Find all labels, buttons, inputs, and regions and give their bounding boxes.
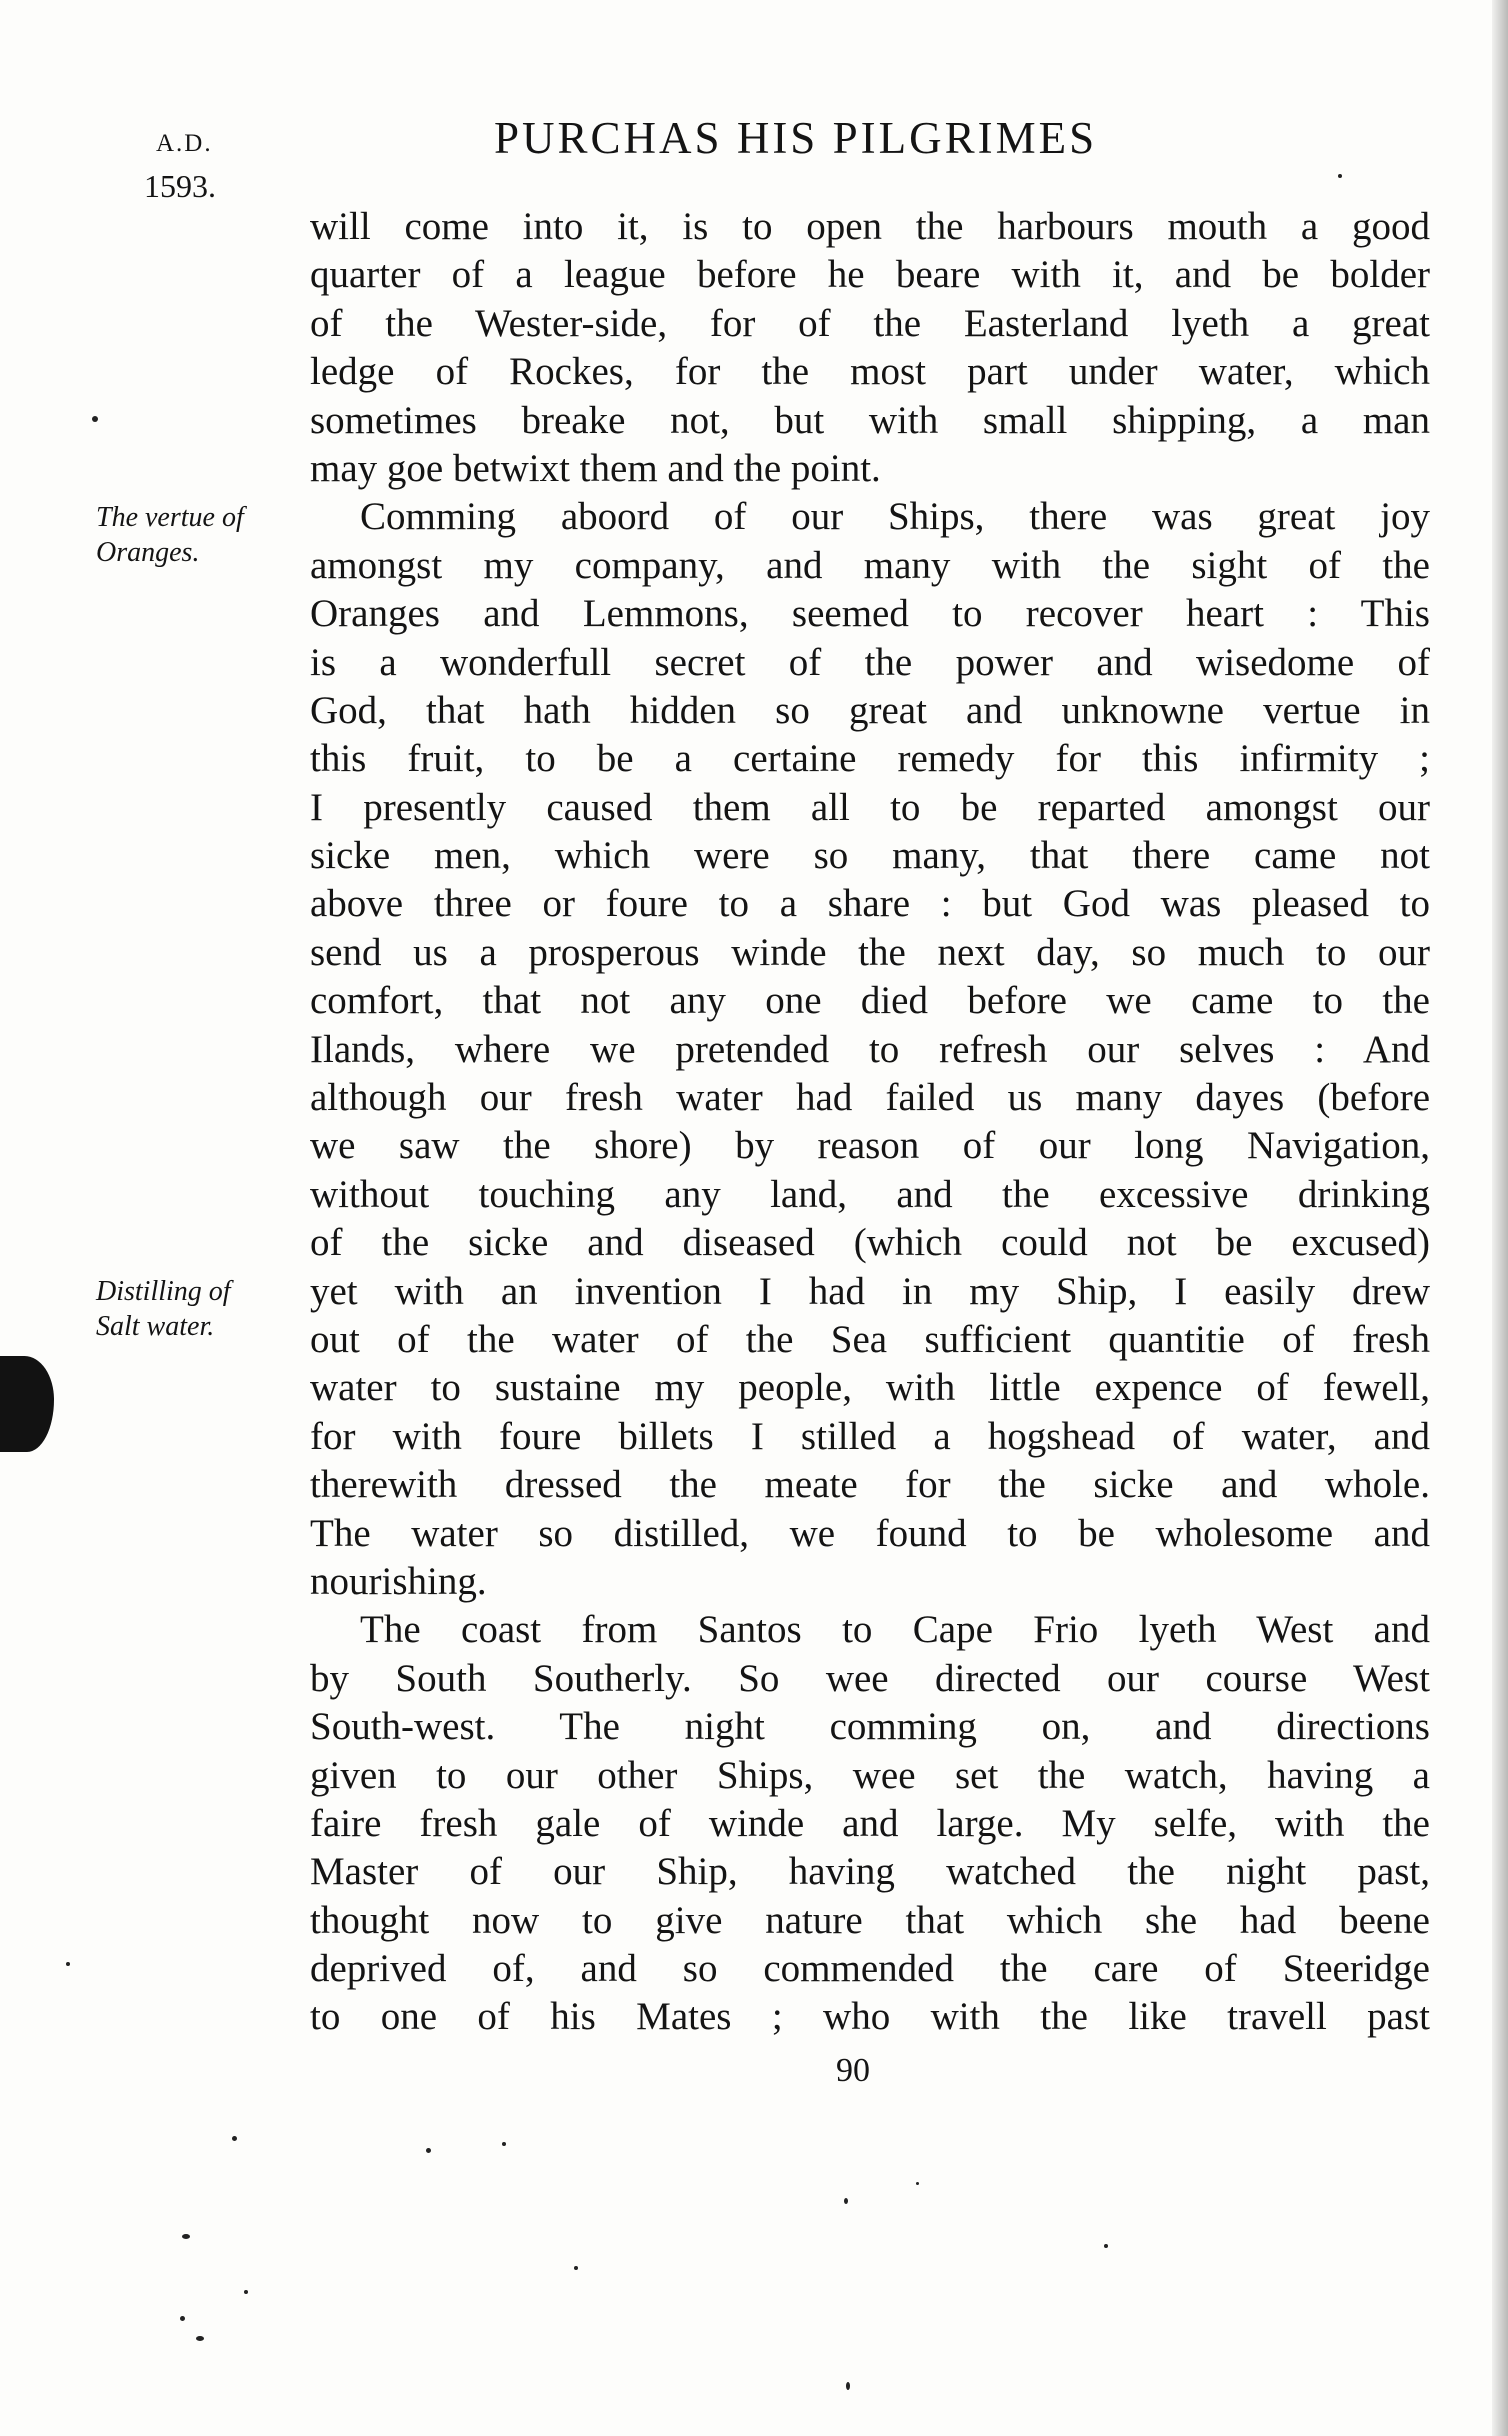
text-line: nourishing. <box>310 1559 487 1603</box>
text-line: I presently caused them all to be reparted amongst our <box>310 785 1430 829</box>
ink-speck <box>244 2290 248 2294</box>
text-line: sometimes breake not, but with small shipping, a man <box>310 398 1430 442</box>
text-line: thought now to give nature that which she had beene <box>310 1898 1430 1942</box>
text-line: Ilands, where we pretended to refresh our selves : And <box>310 1027 1430 1071</box>
text-line: faire fresh gale of winde and large. My selfe, with the <box>310 1801 1430 1845</box>
ink-speck <box>574 2266 578 2270</box>
ink-speck <box>1338 174 1342 178</box>
ink-speck <box>846 2382 850 2390</box>
ink-speck <box>916 2182 919 2185</box>
ink-speck <box>66 1962 70 1966</box>
text-line: deprived of, and so commended the care of Steeridge <box>310 1947 1430 1991</box>
text-line: for with foure billets I stilled a hogshead of water, and <box>310 1414 1430 1458</box>
text-line: out of the water of the Sea sufficient quantitie of fresh <box>310 1317 1430 1361</box>
text-line: given to our other Ships, wee set the watch, having a <box>310 1753 1430 1797</box>
text-line: Master of our Ship, having watched the night past, <box>310 1850 1430 1894</box>
sidenote-line: Distilling of <box>96 1276 231 1307</box>
text-line: sicke men, which were so many, that there came not <box>310 834 1430 878</box>
text-line: of the Wester-side, for of the Easterland lyeth a great <box>310 301 1430 345</box>
page-edge-shadow <box>1492 0 1508 2436</box>
text-line: without touching any land, and the excessive drinking <box>310 1172 1430 1216</box>
page-number: 90 <box>836 2052 870 2089</box>
sidenote-line: Oranges. <box>96 537 200 568</box>
ink-speck <box>844 2198 848 2204</box>
text-line: The coast from Santos to Cape Frio lyeth West and <box>360 1608 1430 1652</box>
text-line: water to sustaine my people, with little expence of fewell, <box>310 1366 1430 1410</box>
text-line: of the sicke and diseased (which could not be excused) <box>310 1221 1430 1265</box>
scan-thumb-blemish <box>0 1356 54 1452</box>
text-line: South-west. The night comming on, and directions <box>310 1705 1430 1749</box>
text-line: send us a prosperous winde the next day, so much to our <box>310 930 1430 974</box>
body-text <box>310 203 1430 2042</box>
ink-speck <box>232 2136 237 2141</box>
text-line: although our fresh water had failed us many dayes (before <box>310 1076 1430 1120</box>
text-line: by South Southerly. So wee directed our course West <box>310 1656 1430 1700</box>
text-line: God, that hath hidden so great and unknowne vertue in <box>310 688 1430 732</box>
text-line: we saw the shore) by reason of our long Navigation, <box>310 1124 1430 1168</box>
ink-speck <box>182 2234 190 2239</box>
text-line: comfort, that not any one died before we came to the <box>310 979 1430 1023</box>
text-line: quarter of a league before he beare with it, and be bolder <box>310 253 1430 297</box>
ink-speck <box>196 2336 204 2341</box>
text-line: Oranges and Lemmons, seemed to recover heart : This <box>310 592 1430 636</box>
text-line: ledge of Rockes, for the most part under water, which <box>310 350 1430 394</box>
ink-speck <box>92 416 98 422</box>
sidenote-distilling <box>96 1274 231 1344</box>
text-line: will come into it, is to open the harbours mouth a good <box>310 205 1430 248</box>
text-line: yet with an invention I had in my Ship, I easily drew <box>310 1269 1430 1313</box>
text-line: therewith dressed the meate for the sicke and whole. <box>310 1463 1430 1507</box>
text-line: may goe betwixt them and the point. <box>310 446 881 490</box>
ink-speck <box>502 2142 506 2146</box>
text-line: this fruit, to be a certaine remedy for this infirmity ; <box>310 737 1430 781</box>
ink-speck <box>180 2316 185 2321</box>
text-line: is a wonderfull secret of the power and wisedome of <box>310 640 1430 684</box>
running-head <box>0 112 1508 204</box>
page-title: PURCHAS HIS PILGRIMES <box>494 113 1098 163</box>
text-line: amongst my company, and many with the sight of the <box>310 543 1430 587</box>
margin-era: A.D. <box>156 130 213 157</box>
sidenote-line: The vertue of <box>96 502 244 533</box>
ink-speck <box>426 2148 431 2153</box>
sidenote-oranges <box>96 500 244 570</box>
sidenote-line: Salt water. <box>96 1311 215 1342</box>
margin-year: 1593. <box>144 168 216 204</box>
text-line: Comming aboord of our Ships, there was great joy <box>360 495 1430 539</box>
text-line: to one of his Mates ; who with the like travell past <box>310 1995 1430 2039</box>
ink-speck <box>1104 2244 1108 2248</box>
text-line: above three or foure to a share : but God was pleased to <box>310 882 1430 926</box>
text-line: The water so distilled, we found to be wholesome and <box>310 1511 1430 1555</box>
